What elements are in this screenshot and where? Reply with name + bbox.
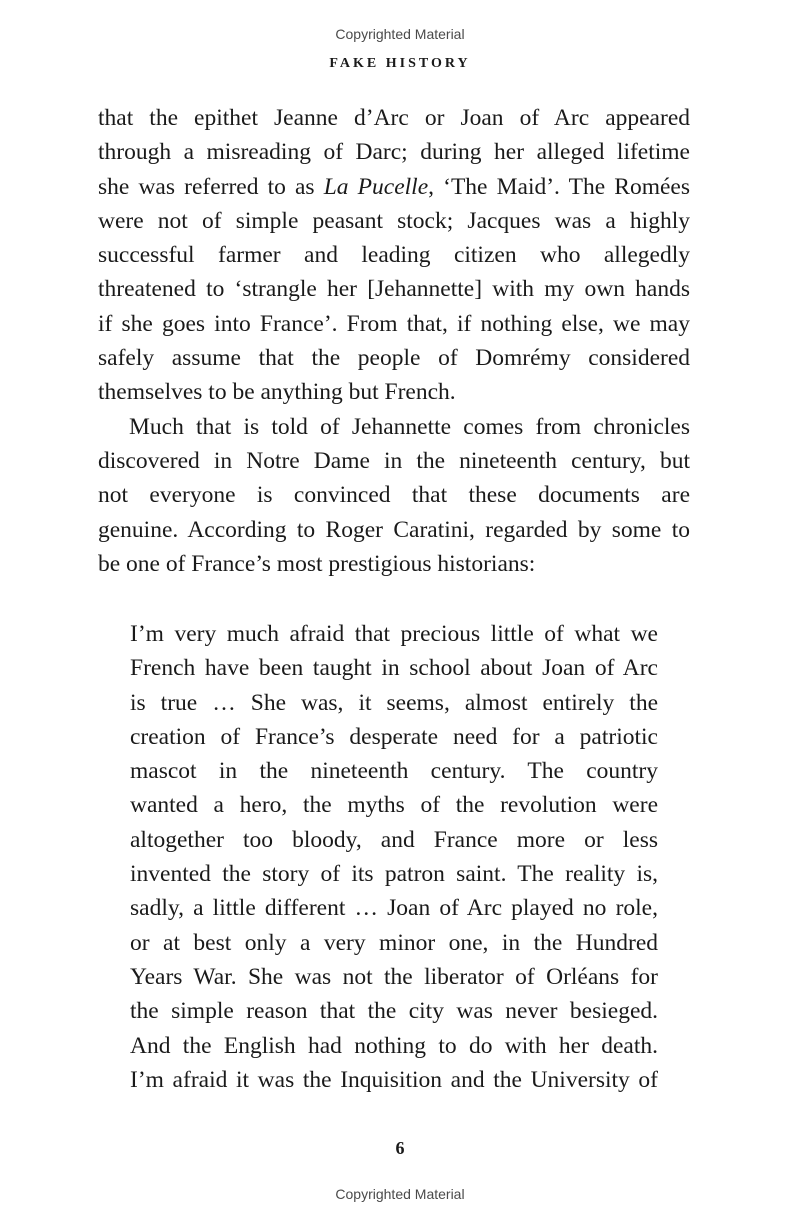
- text-line: through a misreading of Darc; during her alleged lifetime: [98, 139, 690, 166]
- text-line: if she goes into France’. From that, if nothing else, we may: [98, 310, 690, 337]
- italic-title: La Pucelle: [323, 173, 429, 200]
- text-line: were not of simple peasant stock; Jacques was a highly: [98, 207, 690, 234]
- quote-line: the simple reason that the city was never besieged.: [130, 998, 658, 1025]
- quote-line: Years War. She was not the liberator of Orléans for: [130, 963, 658, 990]
- quote-line: mascot in the nineteenth century. The country: [130, 758, 658, 785]
- text-line: [98, 170, 690, 204]
- text-line: safely assume that the people of Domrémy considered: [98, 345, 690, 372]
- quote-line: I’m afraid it was the Inquisition and the University of: [130, 1066, 658, 1093]
- copyright-watermark-bottom: Copyrighted Material: [335, 1186, 465, 1202]
- page-number: 6: [395, 1138, 405, 1158]
- copyright-watermark-top: Copyrighted Material: [335, 26, 465, 42]
- body-text: [98, 101, 690, 581]
- quote-line: sadly, a little different … Joan of Arc played no role,: [130, 895, 658, 922]
- text-fragment: , ‘The Maid’. The Romées: [428, 173, 690, 200]
- running-head: FAKE HISTORY: [329, 56, 471, 71]
- quote-line: wanted a hero, the myths of the revolution were: [130, 792, 658, 819]
- quote-line: is true … She was, it seems, almost entirely the: [130, 689, 658, 716]
- quote-line: invented the story of its patron saint. The reality is,: [130, 861, 658, 888]
- quote-line: or at best only a very minor one, in the Hundred: [130, 929, 658, 956]
- text-line: not everyone is convinced that these documents are: [98, 482, 690, 509]
- text-line: Much that is told of Jehannette comes from chronicles: [129, 413, 690, 440]
- text-line: that the epithet Jeanne d’Arc or Joan of Arc appeared: [98, 105, 690, 131]
- block-quote: [130, 617, 658, 1097]
- text-line: genuine. According to Roger Caratini, regarded by some to: [98, 516, 690, 543]
- quote-line: And the English had nothing to do with her death.: [130, 1032, 658, 1059]
- quote-line: I’m very much afraid that precious little of what we: [130, 621, 658, 647]
- text-fragment: she was referred to as: [98, 173, 324, 200]
- quote-line: altogether too bloody, and France more or less: [130, 826, 658, 853]
- text-line: discovered in Notre Dame in the nineteenth century, but: [98, 447, 690, 474]
- quote-line: creation of France’s desperate need for a patriotic: [130, 723, 658, 750]
- text-line: themselves to be anything but French.: [98, 379, 456, 406]
- text-line: successful farmer and leading citizen who allegedly: [98, 242, 690, 269]
- text-line: be one of France’s most prestigious historians:: [98, 550, 536, 577]
- quote-line: French have been taught in school about Joan of Arc: [130, 655, 658, 682]
- text-line: threatened to ‘strangle her [Jehannette] with my own hands: [98, 276, 690, 303]
